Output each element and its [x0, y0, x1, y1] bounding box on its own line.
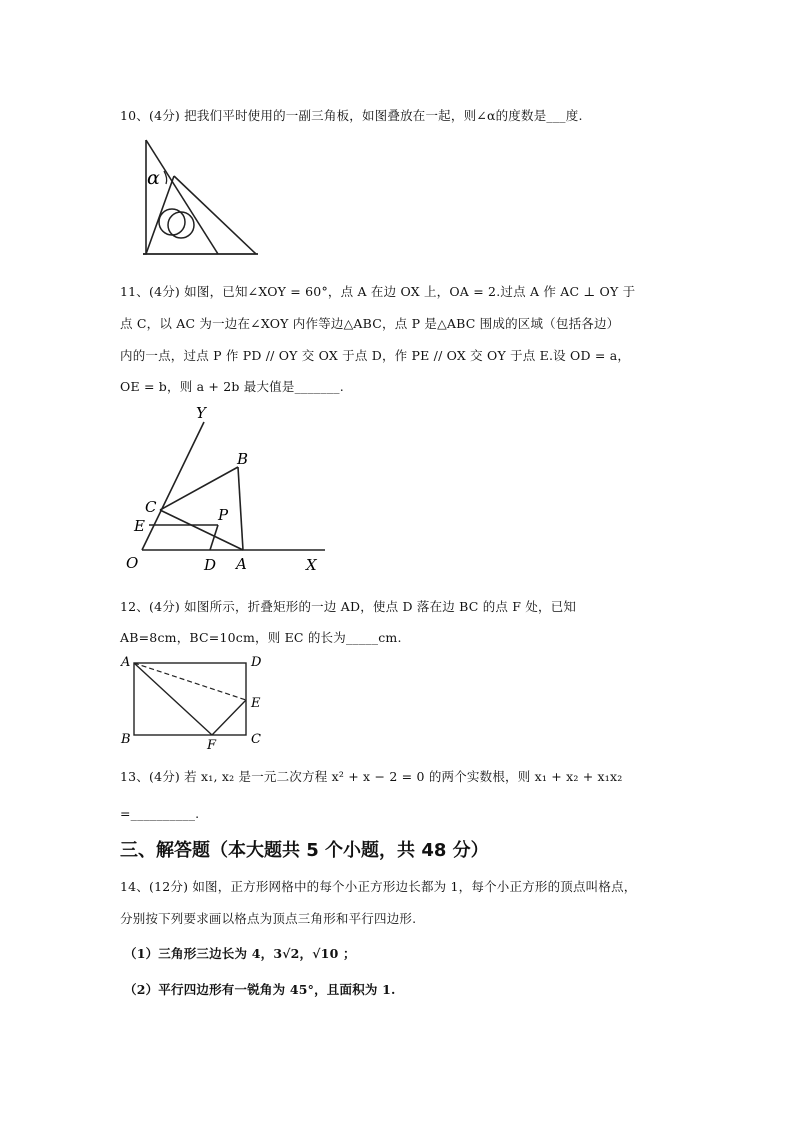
- label-e: E: [251, 696, 261, 711]
- q14-text-line1: 14、(12分) 如图，正方形网格中的每个小正方形边长都为 1，每个小正方形的顶点叫格点，: [120, 879, 637, 894]
- label-c: C: [251, 732, 261, 747]
- section-heading: 三、解答题（本大题共 5 个小题，共 48 分）: [120, 840, 489, 861]
- set-square-30-60: [143, 140, 146, 254]
- q12-rectangle-figure: [118, 652, 268, 752]
- fold-line-ae: [134, 663, 246, 700]
- segment-ca: [160, 510, 243, 550]
- q11-text-line1: 11、(4分) 如图，已知∠XOY = 60°，点 A 在边 OX 上，OA = 2.过点 A 作 AC ⊥ OY 于: [120, 284, 636, 299]
- q14-item1: （1）三角形三边长为 4，3√2，√10 ；: [124, 946, 356, 961]
- alpha-label: α: [147, 167, 160, 189]
- q14-text-line2: 分别按下列要求画以格点为顶点三角形和平行四边形.: [120, 911, 417, 926]
- label-a: A: [121, 655, 131, 670]
- hole-circle-right: [168, 212, 194, 238]
- label-b: B: [237, 450, 249, 468]
- label-a: A: [236, 555, 247, 573]
- label-d: D: [204, 556, 217, 574]
- q10-text: 10、(4分) 把我们平时使用的一副三角板，如图叠放在一起，则∠α的度数是___度.: [120, 108, 583, 123]
- label-p: P: [218, 506, 229, 524]
- q13-text-line1: 13、(4分) 若 x₁, x₂ 是一元二次方程 x² + x − 2 = 0 的两个实数根，则 x₁ + x₂ + x₁x₂: [120, 769, 623, 784]
- segment-ba: [238, 467, 243, 550]
- label-o: O: [126, 554, 139, 572]
- label-c: C: [145, 498, 157, 516]
- q12-text-line2: AB=8cm，BC=10cm，则 EC 的长为_____cm.: [120, 630, 402, 645]
- label-d: D: [251, 655, 262, 670]
- ray-oy: [142, 422, 204, 550]
- q11-text-line2: 点 C，以 AC 为一边在∠XOY 内作等边△ABC，点 P 是△ABC 围成的区域（包括各边）: [120, 316, 620, 331]
- hole-circle-left: [159, 209, 185, 235]
- q12-text-line1: 12、(4分) 如图所示，折叠矩形的一边 AD，使点 D 落在边 BC 的点 F 处，已知: [120, 599, 577, 614]
- rectangle-abcd: [134, 663, 246, 735]
- label-y: Y: [196, 404, 206, 422]
- set-square-hypotenuse: [146, 140, 218, 254]
- q14-item2: （2）平行四边形有一锐角为 45°，且面积为 1.: [124, 982, 396, 997]
- set-square-45-hypotenuse: [174, 176, 256, 254]
- q11-text-line3: 内的一点，过点 P 作 PD // OY 交 OX 于点 D，作 PE // OX 交 OY 于点 E.设 OD = a，: [120, 348, 631, 363]
- label-e: E: [134, 517, 145, 535]
- segment-af: [134, 663, 212, 735]
- q13-text-line2: =__________.: [120, 806, 200, 821]
- label-x: X: [306, 556, 317, 574]
- segment-fe: [212, 700, 246, 735]
- q11-text-line4: OE = b，则 a + 2b 最大值是_______.: [120, 379, 344, 394]
- q11-angle-figure: [120, 400, 340, 575]
- label-f: F: [207, 738, 217, 753]
- label-b: B: [121, 732, 131, 747]
- q10-triangle-figure: [138, 138, 263, 260]
